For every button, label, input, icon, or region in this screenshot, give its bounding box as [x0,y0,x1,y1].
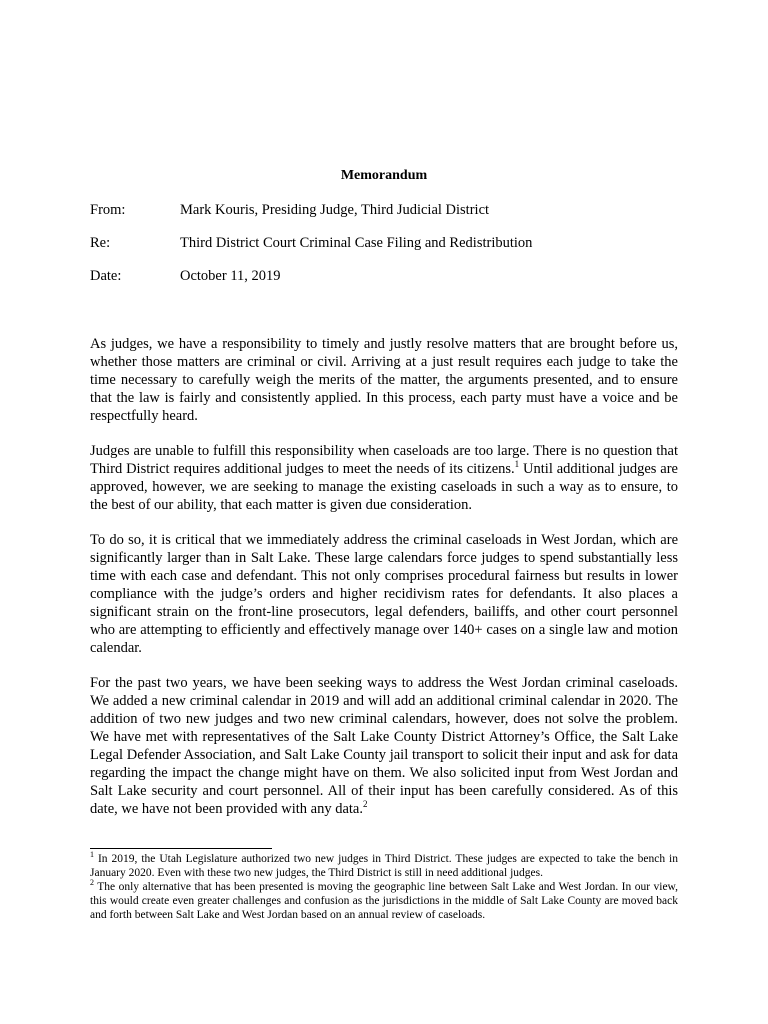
footnote-2 [90,880,678,922]
from-value: Mark Kouris, Presiding Judge, Third Judicial District [180,202,490,218]
footnote-ref-2: 2 [363,799,368,809]
body-paragraph-3: To do so, it is critical that we immediately address the criminal caseloads in West Jordan, which are significantly larger than in Salt Lake. These large calendars force judges to spend substantially less time with each case and defendant. This not only comprises procedural fairness but results in lower compliance with the judge’s orders and higher recidivism rates for defendants. It also places a significant strain on the front-line prosecutors, legal defenders, bailiffs, and other court personnel who are attempting to efficiently and effectively manage over 140+ cases on a single law and motion calendar. [90,532,678,656]
body-paragraph-4-text: For the past two years, we have been seeking ways to address the West Jordan criminal caseloads. We added a new criminal calendar in 2019 and will add an additional criminal calendar in 2020. The addition of two new judges and two new criminal calendars, however, does not solve the problem. We have met with representatives of the Salt Lake County District Attorney’s Office, the Salt Lake Legal Defender Association, and Salt Lake County jail transport to solicit their input and ask for data regarding the impact the change might have on them. We also solicited input from West Jordan and Salt Lake security and court personnel. All of their input has been carefully considered. As of this date, we have not been provided with any data. [90,675,678,817]
body-paragraph-1: As judges, we have a responsibility to timely and justly resolve matters that are brought before us, whether those matters are criminal or civil. Arriving at a just result requires each judge to take the time necessary to carefully weigh the merits of the matter, the arguments presented, and to ensure that the law is fairly and consistently applied. In this process, each party must have a voice and be respectfully heard. [90,336,678,424]
body-paragraph-2-text: Judges are unable to fulfill this responsibility when caseloads are too large. There is no question that Third District requires additional judges to meet the needs of its citizens. [90,443,678,477]
footnote-ref-1: 1 [514,459,520,469]
from-label: From: [90,202,126,218]
footnotes [90,852,678,922]
footnote-divider [90,848,272,849]
re-label: Re: [90,235,111,251]
footnote-1 [90,852,678,880]
re-value: Third District Court Criminal Case Filing and Redistribution [180,235,533,251]
memo-body [90,335,678,835]
body-paragraph-2 [90,442,678,514]
footnote-2-text: The only alternative that has been presented is moving the geographic line between Salt Lake and West Jordan. In our view, this would create even greater challenges and confusion as the jurisdictions in the middle of Salt Lake County are moved back and forth between Salt Lake and West Jordan based on an annual review of caseloads. [90,881,678,921]
footnote-1-mark: 1 [90,850,94,859]
date-value: October 11, 2019 [180,268,281,284]
memo-title: Memorandum [340,168,428,183]
body-paragraph-2-text-cont: Until additional judges are approved, however, we are seeking to manage the existing caseloads in such a way as to ensure, to the best of our ability, that each matter is given due consideration. [90,461,678,513]
body-paragraph-4 [90,674,678,818]
date-label: Date: [90,268,122,284]
footnote-2-mark: 2 [90,878,94,887]
footnote-1-text: In 2019, the Utah Legislature authorized two new judges in Third District. These judges are expected to take the bench in January 2020. Even with these two new judges, the Third District is still in need additional judges. [90,853,678,879]
